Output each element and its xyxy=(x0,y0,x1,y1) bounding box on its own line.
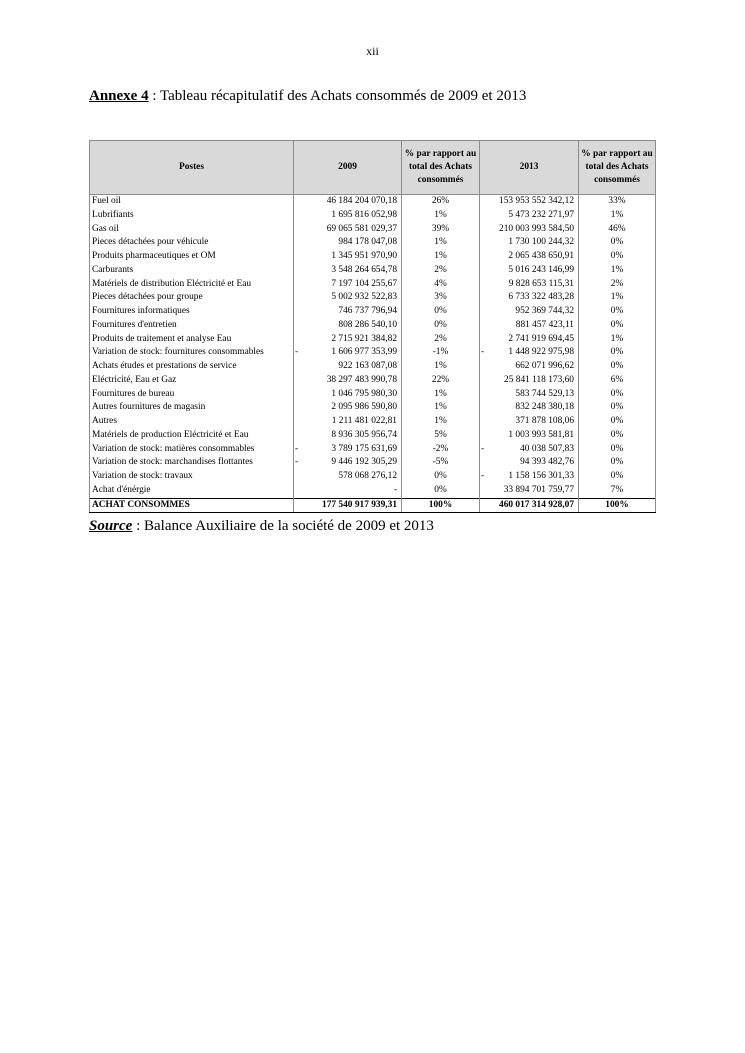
total-pct-2009: 100% xyxy=(402,498,480,513)
total-pct-2013: 100% xyxy=(579,498,656,513)
row-label: Variation de stock: matières consommables xyxy=(90,443,294,457)
pct-2013: 1% xyxy=(579,209,656,223)
table-row xyxy=(90,223,656,237)
cell-value: 7 197 104 255,67 xyxy=(331,278,397,289)
pct-2013: 0% xyxy=(579,250,656,264)
pct-2009: 0% xyxy=(402,305,480,319)
value-2013 xyxy=(480,209,579,223)
pct-2009: 3% xyxy=(402,291,480,305)
table-row xyxy=(90,484,656,498)
row-label: Matériels de distribution Eléctricité et Eau xyxy=(90,278,294,292)
table-row xyxy=(90,443,656,457)
pct-2009: -2% xyxy=(402,443,480,457)
value-2013 xyxy=(480,223,579,237)
value-2009 xyxy=(294,415,402,429)
value-2013 xyxy=(480,346,579,360)
table-body xyxy=(90,195,656,513)
page-number: xii xyxy=(366,44,379,58)
table-row xyxy=(90,305,656,319)
table-row xyxy=(90,236,656,250)
total-2013: 460 017 314 928,07 xyxy=(480,498,579,513)
cell-value: 40 038 507,83 xyxy=(520,443,574,454)
cell-value: 1 345 951 970,90 xyxy=(331,251,397,261)
table-row xyxy=(90,278,656,292)
table-row xyxy=(90,374,656,388)
row-label: Produits de traitement et analyse Eau xyxy=(90,333,294,347)
row-label: Gas oil xyxy=(90,223,294,237)
row-label: Autres xyxy=(90,415,294,429)
value-2009 xyxy=(294,291,402,305)
pct-2009: 1% xyxy=(402,209,480,223)
value-2013 xyxy=(480,291,579,305)
cell-value: 1 606 977 353,99 xyxy=(331,347,397,358)
pct-2009: 0% xyxy=(402,484,480,498)
cell-value: - xyxy=(393,484,397,495)
table-row xyxy=(90,346,656,360)
value-2013 xyxy=(480,443,579,457)
table-row xyxy=(90,333,656,347)
cell-value: 952 369 744,32 xyxy=(515,306,574,316)
value-2013 xyxy=(480,305,579,319)
cell-value: 5 473 232 271,97 xyxy=(508,209,574,220)
table-header-row xyxy=(90,141,656,195)
negative-sign: - xyxy=(481,347,485,358)
value-2009 xyxy=(294,470,402,484)
pct-2013: 1% xyxy=(579,291,656,305)
cell-value: 1 448 922 975,98 xyxy=(508,347,574,358)
pct-2009: 22% xyxy=(402,374,480,388)
row-label: Fournitures informatiques xyxy=(90,305,294,319)
value-2009 xyxy=(294,209,402,223)
value-2013 xyxy=(480,360,579,374)
total-label: ACHAT CONSOMMES xyxy=(90,498,294,513)
cell-value: 922 163 087,08 xyxy=(338,361,397,371)
cell-value: 984 178 047,08 xyxy=(338,237,397,248)
row-label: Carburants xyxy=(90,264,294,278)
cell-value: 662 071 996,62 xyxy=(515,361,574,371)
pct-2009: 1% xyxy=(402,388,480,402)
cell-value: 6 733 322 483,28 xyxy=(508,292,574,303)
value-2009 xyxy=(294,346,402,360)
table-row xyxy=(90,429,656,443)
header-postes: Postes xyxy=(90,141,294,195)
value-2009 xyxy=(294,264,402,278)
value-2013 xyxy=(480,333,579,347)
table-row xyxy=(90,319,656,333)
value-2013 xyxy=(480,401,579,415)
cell-value: 25 841 118 173,60 xyxy=(504,374,574,385)
negative-sign: - xyxy=(481,443,485,454)
row-label: Achats études et prestations de service xyxy=(90,360,294,374)
pct-2013: 0% xyxy=(579,236,656,250)
value-2013 xyxy=(480,388,579,402)
value-2009 xyxy=(294,388,402,402)
cell-value: 2 741 919 694,45 xyxy=(508,333,574,344)
value-2009 xyxy=(294,195,402,209)
table-row xyxy=(90,415,656,429)
value-2009 xyxy=(294,278,402,292)
cell-value: 1 695 816 052,98 xyxy=(331,209,397,220)
source-text: : Balance Auxiliaire de la société de 2009 et 2013 xyxy=(132,518,434,534)
cell-value: 2 065 438 650,91 xyxy=(508,251,574,261)
cell-value: 3 789 175 631,69 xyxy=(331,443,397,454)
value-2009 xyxy=(294,236,402,250)
value-2013 xyxy=(480,415,579,429)
row-label: Autres fournitures de magasin xyxy=(90,401,294,415)
cell-value: 153 953 552 342,12 xyxy=(499,196,574,206)
pct-2009: 1% xyxy=(402,236,480,250)
pct-2013: 0% xyxy=(579,319,656,333)
value-2009 xyxy=(294,484,402,498)
row-label: Pieces détachées pour groupe xyxy=(90,291,294,305)
pct-2013: 6% xyxy=(579,374,656,388)
cell-value: 69 065 581 029,37 xyxy=(326,223,397,234)
value-2009 xyxy=(294,456,402,470)
value-2009 xyxy=(294,443,402,457)
table-row xyxy=(90,456,656,470)
header-pct-2013: % par rapport au total des Achats consommés xyxy=(579,141,656,195)
pct-2013: 0% xyxy=(579,346,656,360)
pct-2009: 1% xyxy=(402,415,480,429)
table-row xyxy=(90,250,656,264)
pct-2009: -1% xyxy=(402,346,480,360)
cell-value: 5 002 932 522,83 xyxy=(331,292,397,303)
row-label: Fournitures de bureau xyxy=(90,388,294,402)
negative-sign: - xyxy=(295,457,299,468)
cell-value: 2 715 921 384,82 xyxy=(331,333,397,344)
cell-value: 881 457 423,11 xyxy=(515,319,574,330)
pct-2013: 0% xyxy=(579,360,656,374)
cell-value: 2 095 986 590,80 xyxy=(331,402,397,413)
value-2013 xyxy=(480,456,579,470)
cell-value: 1 003 993 581,81 xyxy=(508,429,574,440)
pct-2013: 0% xyxy=(579,388,656,402)
cell-value: 46 184 204 070,18 xyxy=(326,196,397,206)
pct-2013: 0% xyxy=(579,456,656,470)
value-2013 xyxy=(480,264,579,278)
row-label: Matériels de production Eléctricité et Eau xyxy=(90,429,294,443)
pct-2013: 0% xyxy=(579,470,656,484)
purchases-summary-table xyxy=(89,140,656,513)
pct-2013: 0% xyxy=(579,443,656,457)
cell-value: 33 894 701 759,77 xyxy=(503,484,574,495)
cell-value: 9 446 192 305,29 xyxy=(331,457,397,468)
cell-value: 8 936 305 956,74 xyxy=(331,429,397,440)
cell-value: 1 158 156 301,33 xyxy=(508,471,574,481)
pct-2009: 0% xyxy=(402,470,480,484)
annex-heading xyxy=(89,88,526,105)
table-row xyxy=(90,209,656,223)
negative-sign: - xyxy=(481,471,485,481)
cell-value: 578 068 276,12 xyxy=(338,471,397,481)
table-row xyxy=(90,291,656,305)
cell-value: 38 297 483 990,78 xyxy=(326,374,397,385)
row-label: Achat d'énérgie xyxy=(90,484,294,498)
annex-label: Annexe 4 xyxy=(89,88,149,104)
row-label: Produits pharmaceutiques et OM xyxy=(90,250,294,264)
row-label: Variation de stock: fournitures consommables xyxy=(90,346,294,360)
cell-value: 3 548 264 654,78 xyxy=(331,264,397,275)
cell-value: 1 730 100 244,32 xyxy=(508,237,574,248)
value-2009 xyxy=(294,250,402,264)
row-label: Eléctricité, Eau et Gaz xyxy=(90,374,294,388)
value-2009 xyxy=(294,360,402,374)
value-2009 xyxy=(294,401,402,415)
pct-2013: 7% xyxy=(579,484,656,498)
row-label: Variation de stock: travaux xyxy=(90,470,294,484)
pct-2013: 1% xyxy=(579,264,656,278)
table-row xyxy=(90,470,656,484)
pct-2009: 5% xyxy=(402,429,480,443)
pct-2013: 0% xyxy=(579,415,656,429)
cell-value: 832 248 380,18 xyxy=(515,402,574,413)
header-2009: 2009 xyxy=(294,141,402,195)
pct-2013: 0% xyxy=(579,429,656,443)
cell-value: 808 286 540,10 xyxy=(338,319,397,330)
value-2009 xyxy=(294,319,402,333)
pct-2009: 2% xyxy=(402,333,480,347)
cell-value: 746 737 796,94 xyxy=(338,306,397,316)
value-2013 xyxy=(480,470,579,484)
row-label: Variation de stock: marchandises flottantes xyxy=(90,456,294,470)
header-2013: 2013 xyxy=(480,141,579,195)
row-label: Fournitures d'entretien xyxy=(90,319,294,333)
pct-2009: -5% xyxy=(402,456,480,470)
pct-2009: 39% xyxy=(402,223,480,237)
row-label: Lubrifiants xyxy=(90,209,294,223)
pct-2013: 0% xyxy=(579,401,656,415)
pct-2009: 1% xyxy=(402,250,480,264)
pct-2013: 0% xyxy=(579,305,656,319)
value-2009 xyxy=(294,374,402,388)
pct-2009: 4% xyxy=(402,278,480,292)
pct-2009: 1% xyxy=(402,360,480,374)
cell-value: 1 046 795 980,30 xyxy=(331,388,397,399)
source-note xyxy=(89,518,434,535)
value-2013 xyxy=(480,236,579,250)
value-2009 xyxy=(294,305,402,319)
cell-value: 210 003 993 584,50 xyxy=(499,223,574,234)
row-label: Pieces détachées pour véhicule xyxy=(90,236,294,250)
cell-value: 9 828 653 115,31 xyxy=(508,278,574,289)
cell-value: 5 016 243 146,99 xyxy=(508,264,574,275)
value-2013 xyxy=(480,374,579,388)
pct-2013: 33% xyxy=(579,195,656,209)
cell-value: 371 878 108,06 xyxy=(515,416,574,426)
value-2009 xyxy=(294,333,402,347)
pct-2013: 1% xyxy=(579,333,656,347)
pct-2009: 0% xyxy=(402,319,480,333)
header-pct-2009: % par rapport au total des Achats consommés xyxy=(402,141,480,195)
total-row xyxy=(90,498,656,513)
annex-title: : Tableau récapitulatif des Achats consommés de 2009 et 2013 xyxy=(148,88,527,104)
cell-value: 94 393 482,76 xyxy=(520,457,574,468)
table-row xyxy=(90,360,656,374)
negative-sign: - xyxy=(295,443,299,454)
negative-sign: - xyxy=(295,347,299,358)
cell-value: 1 211 481 022,81 xyxy=(331,416,397,426)
pct-2009: 1% xyxy=(402,401,480,415)
value-2013 xyxy=(480,250,579,264)
row-label: Fuel oil xyxy=(90,195,294,209)
value-2013 xyxy=(480,484,579,498)
pct-2013: 2% xyxy=(579,278,656,292)
source-label: Source xyxy=(89,518,133,534)
pct-2009: 26% xyxy=(402,195,480,209)
table-row xyxy=(90,195,656,209)
value-2013 xyxy=(480,319,579,333)
value-2013 xyxy=(480,195,579,209)
pct-2009: 2% xyxy=(402,264,480,278)
pct-2013: 46% xyxy=(579,223,656,237)
value-2013 xyxy=(480,278,579,292)
value-2013 xyxy=(480,429,579,443)
table-row xyxy=(90,388,656,402)
cell-value: 583 744 529,13 xyxy=(515,388,574,399)
total-2009: 177 540 917 939,31 xyxy=(294,498,402,513)
table-row xyxy=(90,401,656,415)
table-row xyxy=(90,264,656,278)
value-2009 xyxy=(294,223,402,237)
value-2009 xyxy=(294,429,402,443)
